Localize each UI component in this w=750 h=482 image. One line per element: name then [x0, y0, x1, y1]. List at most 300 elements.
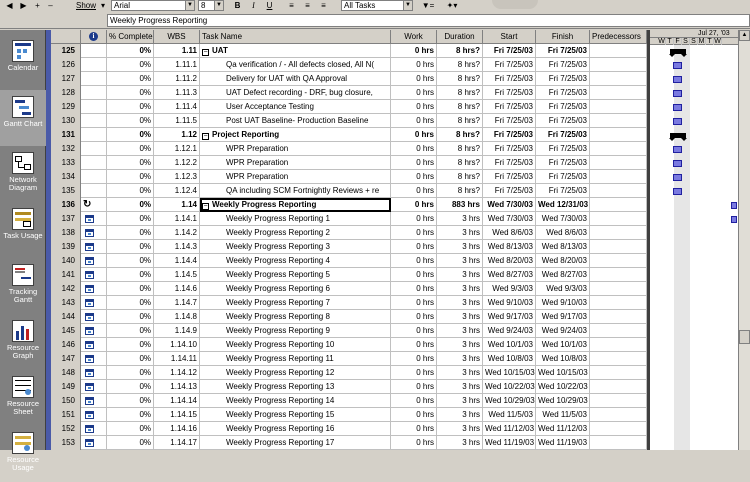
gantt-wizard-icon[interactable]: ✦▾ [446, 1, 458, 10]
table-row[interactable] [51, 128, 647, 142]
outdent-minus-icon[interactable]: – [48, 1, 53, 10]
work-cell[interactable]: 0 hrs [391, 170, 437, 184]
row-id[interactable]: 148 [51, 366, 81, 380]
percent-complete-cell[interactable]: 0% [107, 114, 154, 128]
finish-cell[interactable]: Wed 9/17/03 [536, 310, 590, 324]
task-name-cell[interactable] [200, 142, 391, 156]
task-name-cell[interactable] [200, 338, 391, 352]
start-cell[interactable]: Wed 10/29/03 [483, 394, 536, 408]
predecessors-cell[interactable] [590, 254, 647, 268]
work-cell[interactable]: 0 hrs [391, 226, 437, 240]
task-name-cell[interactable] [200, 296, 391, 310]
task-name-cell[interactable] [200, 86, 391, 100]
wbs-cell[interactable]: 1.11.3 [154, 86, 200, 100]
duration-cell[interactable]: 8 hrs? [437, 58, 483, 72]
table-row[interactable] [51, 338, 647, 352]
select-all-corner[interactable] [51, 30, 81, 44]
row-id[interactable]: 133 [51, 156, 81, 170]
duration-cell[interactable]: 3 hrs [437, 380, 483, 394]
finish-cell[interactable]: Fri 7/25/03 [536, 170, 590, 184]
view-tracking-gantt[interactable] [0, 258, 46, 314]
finish-cell[interactable]: Wed 10/1/03 [536, 338, 590, 352]
row-id[interactable]: 125 [51, 44, 81, 58]
finish-cell[interactable]: Fri 7/25/03 [536, 58, 590, 72]
view-task-usage[interactable] [0, 202, 46, 258]
row-id[interactable]: 152 [51, 422, 81, 436]
wbs-cell[interactable]: 1.11 [154, 44, 200, 58]
work-cell[interactable]: 0 hrs [391, 282, 437, 296]
row-id[interactable]: 143 [51, 296, 81, 310]
wbs-cell[interactable]: 1.12.1 [154, 142, 200, 156]
percent-complete-cell[interactable]: 0% [107, 72, 154, 86]
work-cell[interactable]: 0 hrs [391, 142, 437, 156]
percent-complete-cell[interactable]: 0% [107, 394, 154, 408]
percent-complete-cell[interactable]: 0% [107, 142, 154, 156]
table-row[interactable] [51, 310, 647, 324]
table-row[interactable] [51, 422, 647, 436]
start-cell[interactable]: Fri 7/25/03 [483, 58, 536, 72]
wbs-cell[interactable]: 1.14.12 [154, 366, 200, 380]
predecessors-cell[interactable] [590, 380, 647, 394]
font-name-combo[interactable] [111, 0, 195, 11]
task-name-cell[interactable] [200, 58, 391, 72]
percent-complete-cell[interactable]: 0% [107, 324, 154, 338]
show-dropdown[interactable]: Show [76, 1, 97, 10]
finish-cell[interactable]: Wed 9/24/03 [536, 324, 590, 338]
work-cell[interactable]: 0 hrs [391, 268, 437, 282]
column-header-wbs[interactable]: WBS [154, 30, 200, 44]
start-cell[interactable]: Fri 7/25/03 [483, 114, 536, 128]
wbs-cell[interactable]: 1.14.6 [154, 282, 200, 296]
predecessors-cell[interactable] [590, 268, 647, 282]
percent-complete-cell[interactable]: 0% [107, 380, 154, 394]
percent-complete-cell[interactable]: 0% [107, 268, 154, 282]
start-cell[interactable]: Wed 10/1/03 [483, 338, 536, 352]
duration-cell[interactable]: 8 hrs? [437, 114, 483, 128]
task-name-cell[interactable] [200, 240, 391, 254]
task-name-cell[interactable] [200, 114, 391, 128]
work-cell[interactable]: 0 hrs [391, 436, 437, 450]
finish-cell[interactable]: Wed 8/20/03 [536, 254, 590, 268]
percent-complete-cell[interactable]: 0% [107, 296, 154, 310]
finish-cell[interactable]: Wed 9/10/03 [536, 296, 590, 310]
finish-cell[interactable]: Wed 9/3/03 [536, 282, 590, 296]
predecessors-cell[interactable] [590, 282, 647, 296]
gantt-task-bar[interactable] [673, 174, 682, 181]
table-row[interactable] [51, 156, 647, 170]
row-id[interactable]: 146 [51, 338, 81, 352]
row-id[interactable]: 145 [51, 324, 81, 338]
percent-complete-cell[interactable]: 0% [107, 240, 154, 254]
duration-cell[interactable]: 8 hrs? [437, 86, 483, 100]
view-calendar[interactable] [0, 34, 46, 90]
collapse-icon[interactable]: − [203, 49, 208, 56]
predecessors-cell[interactable] [590, 100, 647, 114]
wbs-cell[interactable]: 1.14.8 [154, 310, 200, 324]
start-cell[interactable]: Wed 10/15/03 [483, 366, 536, 380]
work-cell[interactable]: 0 hrs [391, 366, 437, 380]
duration-cell[interactable]: 8 hrs? [437, 184, 483, 198]
finish-cell[interactable]: Wed 10/22/03 [536, 380, 590, 394]
start-cell[interactable]: Wed 10/8/03 [483, 352, 536, 366]
row-id[interactable]: 132 [51, 142, 81, 156]
collapse-icon[interactable]: − [203, 203, 208, 210]
task-name-cell[interactable] [200, 254, 391, 268]
finish-cell[interactable]: Fri 7/25/03 [536, 142, 590, 156]
row-id[interactable]: 130 [51, 114, 81, 128]
task-name-cell[interactable] [200, 170, 391, 184]
wbs-cell[interactable]: 1.14 [154, 198, 200, 212]
duration-cell[interactable]: 3 hrs [437, 394, 483, 408]
column-header-start[interactable]: Start [483, 30, 536, 44]
row-id[interactable]: 126 [51, 58, 81, 72]
table-row[interactable] [51, 100, 647, 114]
task-name-cell[interactable] [200, 436, 391, 450]
table-row[interactable] [51, 380, 647, 394]
wbs-cell[interactable]: 1.12.4 [154, 184, 200, 198]
row-id[interactable]: 136 [51, 198, 81, 212]
wbs-cell[interactable]: 1.14.10 [154, 338, 200, 352]
predecessors-cell[interactable] [590, 422, 647, 436]
table-row[interactable] [51, 212, 647, 226]
duration-cell[interactable]: 8 hrs? [437, 156, 483, 170]
percent-complete-cell[interactable]: 0% [107, 100, 154, 114]
finish-cell[interactable]: Wed 10/15/03 [536, 366, 590, 380]
start-cell[interactable]: Wed 8/27/03 [483, 268, 536, 282]
table-row[interactable] [51, 240, 647, 254]
start-cell[interactable]: Wed 7/30/03 [483, 212, 536, 226]
table-row[interactable] [51, 142, 647, 156]
duration-cell[interactable]: 883 hrs [437, 198, 483, 212]
finish-cell[interactable]: Wed 8/27/03 [536, 268, 590, 282]
task-name-cell[interactable] [200, 268, 391, 282]
work-cell[interactable]: 0 hrs [391, 156, 437, 170]
predecessors-cell[interactable] [590, 324, 647, 338]
row-id[interactable]: 144 [51, 310, 81, 324]
row-id[interactable]: 140 [51, 254, 81, 268]
wbs-cell[interactable]: 1.14.11 [154, 352, 200, 366]
row-id[interactable]: 149 [51, 380, 81, 394]
finish-cell[interactable]: Wed 8/13/03 [536, 240, 590, 254]
predecessors-cell[interactable] [590, 86, 647, 100]
back-arrow-icon[interactable]: ◀ [6, 1, 13, 10]
work-cell[interactable]: 0 hrs [391, 296, 437, 310]
work-cell[interactable]: 0 hrs [391, 128, 437, 142]
finish-cell[interactable]: Fri 7/25/03 [536, 156, 590, 170]
table-row[interactable] [51, 184, 647, 198]
view-network-diagram[interactable] [0, 146, 46, 202]
table-row[interactable] [51, 408, 647, 422]
task-name-cell[interactable] [200, 72, 391, 86]
duration-cell[interactable]: 3 hrs [437, 268, 483, 282]
align-right-icon[interactable]: ≡ [321, 1, 326, 10]
percent-complete-cell[interactable]: 0% [107, 156, 154, 170]
table-row[interactable] [51, 324, 647, 338]
column-header-task-name[interactable]: Task Name [200, 30, 391, 44]
work-cell[interactable]: 0 hrs [391, 422, 437, 436]
forward-arrow-icon[interactable]: ▶ [20, 1, 27, 10]
predecessors-cell[interactable] [590, 226, 647, 240]
work-cell[interactable]: 0 hrs [391, 394, 437, 408]
wbs-cell[interactable]: 1.14.13 [154, 380, 200, 394]
start-cell[interactable]: Wed 11/5/03 [483, 408, 536, 422]
start-cell[interactable]: Fri 7/25/03 [483, 44, 536, 58]
font-size-dropdown-arrow-icon[interactable]: ▼ [214, 1, 223, 10]
task-name-cell[interactable] [200, 128, 391, 142]
wbs-cell[interactable]: 1.14.9 [154, 324, 200, 338]
percent-complete-cell[interactable]: 0% [107, 310, 154, 324]
scroll-up-icon[interactable]: ▲ [739, 30, 750, 41]
table-row[interactable] [51, 268, 647, 282]
finish-cell[interactable]: Fri 7/25/03 [536, 100, 590, 114]
percent-complete-cell[interactable]: 0% [107, 422, 154, 436]
wbs-cell[interactable]: 1.14.5 [154, 268, 200, 282]
start-cell[interactable]: Wed 8/13/03 [483, 240, 536, 254]
start-cell[interactable]: Fri 7/25/03 [483, 170, 536, 184]
task-name-cell[interactable] [200, 324, 391, 338]
wbs-cell[interactable]: 1.12 [154, 128, 200, 142]
predecessors-cell[interactable] [590, 72, 647, 86]
view-resource-sheet[interactable] [0, 370, 46, 426]
table-row[interactable] [51, 436, 647, 450]
duration-cell[interactable]: 3 hrs [437, 408, 483, 422]
percent-complete-cell[interactable]: 0% [107, 352, 154, 366]
percent-complete-cell[interactable]: 0% [107, 86, 154, 100]
predecessors-cell[interactable] [590, 198, 647, 212]
column-header-predecessors[interactable]: Predecessors [590, 30, 647, 44]
predecessors-cell[interactable] [590, 408, 647, 422]
start-cell[interactable]: Wed 8/20/03 [483, 254, 536, 268]
percent-complete-cell[interactable]: 0% [107, 366, 154, 380]
row-id[interactable]: 147 [51, 352, 81, 366]
percent-complete-cell[interactable]: 0% [107, 184, 154, 198]
work-cell[interactable]: 0 hrs [391, 198, 437, 212]
duration-cell[interactable]: 3 hrs [437, 310, 483, 324]
task-name-cell[interactable] [200, 408, 391, 422]
gantt-summary-bar[interactable] [670, 49, 686, 54]
font-size-combo[interactable] [198, 0, 224, 11]
view-resource-usage[interactable] [0, 426, 46, 482]
table-row[interactable] [51, 170, 647, 184]
table-row[interactable] [51, 44, 647, 58]
table-row[interactable] [51, 394, 647, 408]
duration-cell[interactable]: 3 hrs [437, 352, 483, 366]
autofilter-icon[interactable]: ▼= [421, 1, 435, 10]
row-id[interactable]: 128 [51, 86, 81, 100]
duration-cell[interactable]: 3 hrs [437, 422, 483, 436]
align-center-icon[interactable]: ≡ [305, 1, 310, 10]
percent-complete-cell[interactable]: 0% [107, 254, 154, 268]
start-cell[interactable]: Wed 11/12/03 [483, 422, 536, 436]
work-cell[interactable]: 0 hrs [391, 310, 437, 324]
entry-field[interactable]: Weekly Progress Reporting [107, 14, 750, 27]
predecessors-cell[interactable] [590, 310, 647, 324]
row-id[interactable]: 137 [51, 212, 81, 226]
predecessors-cell[interactable] [590, 436, 647, 450]
wbs-cell[interactable]: 1.14.3 [154, 240, 200, 254]
duration-cell[interactable]: 3 hrs [437, 436, 483, 450]
work-cell[interactable]: 0 hrs [391, 324, 437, 338]
task-name-cell[interactable] [200, 366, 391, 380]
finish-cell[interactable]: Wed 11/5/03 [536, 408, 590, 422]
task-name-cell[interactable] [200, 394, 391, 408]
table-row[interactable] [51, 352, 647, 366]
duration-cell[interactable]: 8 hrs? [437, 44, 483, 58]
column-header-indicators[interactable] [81, 30, 107, 44]
wbs-cell[interactable]: 1.11.2 [154, 72, 200, 86]
filter-combo[interactable] [341, 0, 413, 11]
wbs-cell[interactable]: 1.14.4 [154, 254, 200, 268]
task-name-cell[interactable] [200, 422, 391, 436]
finish-cell[interactable]: Wed 10/29/03 [536, 394, 590, 408]
wbs-cell[interactable]: 1.11.5 [154, 114, 200, 128]
start-cell[interactable]: Wed 9/17/03 [483, 310, 536, 324]
percent-complete-cell[interactable]: 0% [107, 58, 154, 72]
column-header-duration[interactable]: Duration [437, 30, 483, 44]
font-dropdown-arrow-icon[interactable]: ▼ [185, 1, 194, 10]
office-assistant-icon[interactable] [492, 0, 538, 9]
start-cell[interactable]: Wed 10/22/03 [483, 380, 536, 394]
finish-cell[interactable]: Fri 7/25/03 [536, 128, 590, 142]
italic-button[interactable]: I [252, 1, 255, 10]
row-id[interactable]: 142 [51, 282, 81, 296]
duration-cell[interactable]: 3 hrs [437, 366, 483, 380]
finish-cell[interactable]: Fri 7/25/03 [536, 44, 590, 58]
row-id[interactable]: 139 [51, 240, 81, 254]
predecessors-cell[interactable] [590, 44, 647, 58]
scroll-thumb[interactable] [739, 330, 750, 344]
work-cell[interactable]: 0 hrs [391, 380, 437, 394]
work-cell[interactable]: 0 hrs [391, 44, 437, 58]
row-id[interactable]: 138 [51, 226, 81, 240]
gantt-task-bar[interactable] [673, 146, 682, 153]
start-cell[interactable]: Fri 7/25/03 [483, 156, 536, 170]
predecessors-cell[interactable] [590, 366, 647, 380]
table-row[interactable] [51, 296, 647, 310]
wbs-cell[interactable]: 1.11.1 [154, 58, 200, 72]
gantt-task-bar[interactable] [673, 188, 682, 195]
table-row[interactable] [51, 366, 647, 380]
task-name-cell[interactable] [200, 212, 391, 226]
wbs-cell[interactable]: 1.14.2 [154, 226, 200, 240]
duration-cell[interactable]: 3 hrs [437, 226, 483, 240]
gantt-task-bar[interactable] [731, 216, 737, 223]
collapse-icon[interactable]: − [203, 133, 208, 140]
row-id[interactable]: 153 [51, 436, 81, 450]
duration-cell[interactable]: 3 hrs [437, 324, 483, 338]
work-cell[interactable]: 0 hrs [391, 184, 437, 198]
wbs-cell[interactable]: 1.14.16 [154, 422, 200, 436]
start-cell[interactable]: Fri 7/25/03 [483, 100, 536, 114]
predecessors-cell[interactable] [590, 338, 647, 352]
gantt-summary-bar[interactable] [670, 133, 686, 138]
work-cell[interactable]: 0 hrs [391, 254, 437, 268]
table-row[interactable] [51, 282, 647, 296]
start-cell[interactable]: Wed 8/6/03 [483, 226, 536, 240]
row-id[interactable]: 151 [51, 408, 81, 422]
percent-complete-cell[interactable]: 0% [107, 436, 154, 450]
column-header-finish[interactable]: Finish [536, 30, 590, 44]
start-cell[interactable]: Fri 7/25/03 [483, 72, 536, 86]
table-row[interactable] [51, 226, 647, 240]
start-cell[interactable]: Wed 9/10/03 [483, 296, 536, 310]
work-cell[interactable]: 0 hrs [391, 114, 437, 128]
percent-complete-cell[interactable]: 0% [107, 44, 154, 58]
row-id[interactable]: 150 [51, 394, 81, 408]
finish-cell[interactable]: Fri 7/25/03 [536, 86, 590, 100]
gantt-task-bar[interactable] [673, 104, 682, 111]
duration-cell[interactable]: 8 hrs? [437, 100, 483, 114]
predecessors-cell[interactable] [590, 170, 647, 184]
duration-cell[interactable]: 3 hrs [437, 338, 483, 352]
finish-cell[interactable]: Wed 10/8/03 [536, 352, 590, 366]
percent-complete-cell[interactable]: 0% [107, 408, 154, 422]
percent-complete-cell[interactable]: 0% [107, 282, 154, 296]
predecessors-cell[interactable] [590, 128, 647, 142]
wbs-cell[interactable]: 1.14.15 [154, 408, 200, 422]
start-cell[interactable]: Fri 7/25/03 [483, 184, 536, 198]
table-row[interactable] [51, 114, 647, 128]
wbs-cell[interactable]: 1.12.2 [154, 156, 200, 170]
table-row[interactable] [51, 198, 647, 212]
finish-cell[interactable]: Fri 7/25/03 [536, 114, 590, 128]
task-name-cell[interactable] [200, 352, 391, 366]
task-name-cell[interactable] [200, 380, 391, 394]
duration-cell[interactable]: 3 hrs [437, 212, 483, 226]
gantt-task-bar[interactable] [673, 76, 682, 83]
show-dropdown-arrow-icon[interactable]: ▾ [101, 1, 106, 10]
predecessors-cell[interactable] [590, 394, 647, 408]
gantt-task-bar[interactable] [673, 160, 682, 167]
task-name-cell[interactable] [200, 226, 391, 240]
predecessors-cell[interactable] [590, 240, 647, 254]
bold-button[interactable]: B [234, 1, 241, 10]
view-gantt-chart[interactable] [0, 90, 46, 146]
vertical-scrollbar[interactable] [738, 30, 750, 450]
finish-cell[interactable]: Fri 7/25/03 [536, 184, 590, 198]
work-cell[interactable]: 0 hrs [391, 72, 437, 86]
duration-cell[interactable]: 8 hrs? [437, 72, 483, 86]
align-left-icon[interactable]: ≡ [289, 1, 294, 10]
start-cell[interactable]: Fri 7/25/03 [483, 86, 536, 100]
predecessors-cell[interactable] [590, 352, 647, 366]
work-cell[interactable]: 0 hrs [391, 408, 437, 422]
view-resource-graph[interactable] [0, 314, 46, 370]
duration-cell[interactable]: 8 hrs? [437, 142, 483, 156]
gantt-task-bar[interactable] [673, 90, 682, 97]
work-cell[interactable]: 0 hrs [391, 100, 437, 114]
finish-cell[interactable]: Wed 12/31/03 [536, 198, 590, 212]
row-id[interactable]: 135 [51, 184, 81, 198]
table-row[interactable] [51, 58, 647, 72]
table-row[interactable] [51, 254, 647, 268]
task-name-cell[interactable] [200, 44, 391, 58]
duration-cell[interactable]: 3 hrs [437, 296, 483, 310]
column-header-percent-complete[interactable]: % Complete [107, 30, 154, 44]
predecessors-cell[interactable] [590, 142, 647, 156]
finish-cell[interactable]: Wed 11/12/03 [536, 422, 590, 436]
work-cell[interactable]: 0 hrs [391, 58, 437, 72]
percent-complete-cell[interactable]: 0% [107, 338, 154, 352]
table-row[interactable] [51, 86, 647, 100]
row-id[interactable]: 141 [51, 268, 81, 282]
gantt-task-bar[interactable] [673, 62, 682, 69]
finish-cell[interactable]: Wed 8/6/03 [536, 226, 590, 240]
predecessors-cell[interactable] [590, 296, 647, 310]
wbs-cell[interactable]: 1.14.1 [154, 212, 200, 226]
table-row[interactable] [51, 72, 647, 86]
duration-cell[interactable]: 3 hrs [437, 282, 483, 296]
